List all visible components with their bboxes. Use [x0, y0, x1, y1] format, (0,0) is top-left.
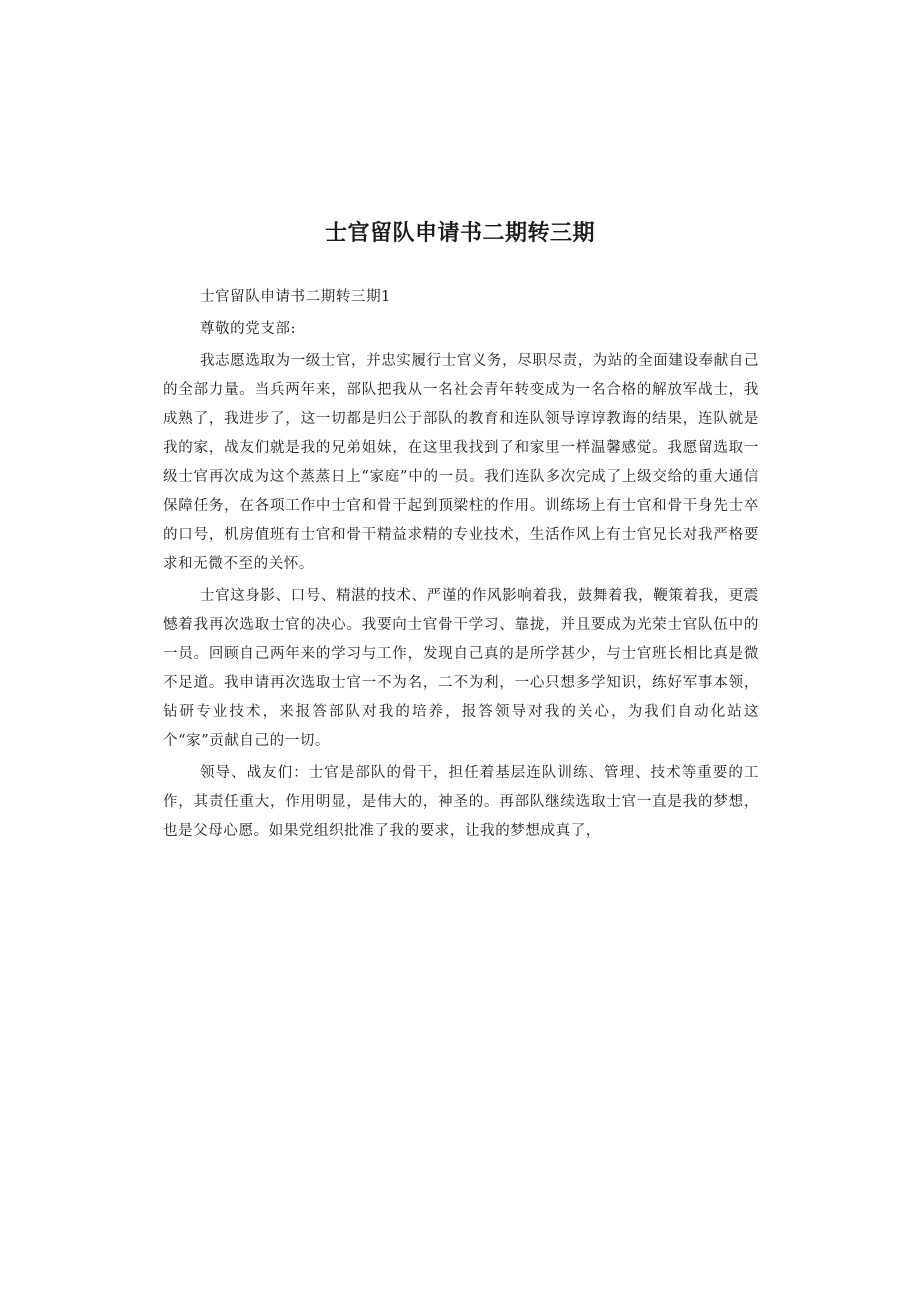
body-paragraph-2: 士官这身影、口号、精湛的技术、严谨的作风影响着我，鼓舞着我，鞭策着我，更震憾着我再次选取士官的决心。我要向士官骨干学习、靠拢，并且要成为光荣士官队伍中的一员。回顾自己两年来的学习与工作，发现自己真的是所学甚少，与士官班长相比真是微不足道。我申请再次选取士官一不为名，二不为利，一心只想多学知识，练好军事本领，钻研专业技术，来报答部队对我的培养，报答领导对我的关心，为我们自动化站这个“家”贡献自己的一切。: [163, 588, 759, 749]
document-title: 士官留队申请书二期转三期: [324, 221, 595, 246]
body-paragraph-3: 领导、战友们：士官是部队的骨干，担任着基层连队训练、管理、技术等重要的工作，其责任重大，作用明显，是伟大的，神圣的。再部队继续选取士官一直是我的梦想，也是父母心愿。如果党组织批准了我的要求，让我的梦想成真了，: [163, 765, 759, 839]
document-body: [163, 283, 759, 849]
salutation: 尊敬的党支部:: [199, 321, 297, 337]
body-paragraph-1: 我志愿选取为一级士官，并忠实履行士官义务，尽职尽责，为站的全面建设奉献自己的全部力量。当兵两年来，部队把我从一名社会青年转变成为一名合格的解放军战士，我成熟了，我进步了，这一切都是归公于部队的教育和连队领导谆谆教诲的结果，连队就是我的家，战友们就是我的兄弟姐妹，在这里我找到了和家里一样温馨感觉。我愿留选取一级士官再次成为这个蒸蒸日上“家庭”中的一员。我们连队多次完成了上级交给的重大通信保障任务，在各项工作中士官和骨干起到顶梁柱的作用。训练场上有士官和骨干身先士卒的口号，机房值班有士官和骨干精益求精的专业技术，生活作风上有士官兄长对我严格要求和无微不至的关怀。: [163, 353, 759, 572]
document-subtitle: 士官留队申请书二期转三期1: [199, 289, 391, 305]
